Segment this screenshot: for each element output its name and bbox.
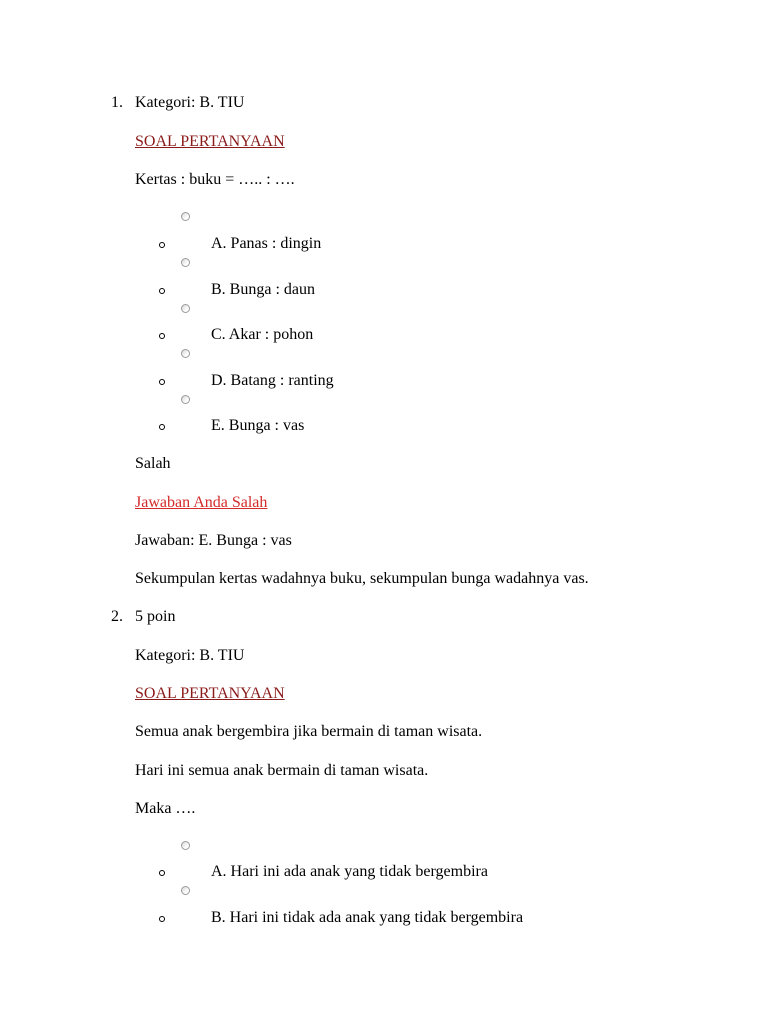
- list-bullet-icon: [159, 288, 165, 294]
- option-radio-c[interactable]: [181, 304, 190, 313]
- question-2-points: 5 poin: [135, 608, 176, 625]
- option-radio-d[interactable]: [181, 349, 190, 358]
- question-2-number: 2.: [111, 608, 123, 625]
- question-1-explanation: Sekumpulan kertas wadahnya buku, sekumpulan bunga wadahnya vas.: [135, 570, 589, 587]
- option-label-b: B. Hari ini tidak ada anak yang tidak bergembira: [211, 909, 524, 926]
- option-label-a: A. Panas : dingin: [211, 235, 322, 252]
- question-2-prompt: Maka ….: [135, 800, 196, 817]
- option-radio-b[interactable]: [181, 886, 190, 895]
- option-label-b: B. Bunga : daun: [211, 281, 315, 298]
- option-label-d: D. Batang : ranting: [211, 372, 334, 389]
- question-1-soal-heading: SOAL PERTANYAAN: [135, 133, 285, 150]
- option-radio-b[interactable]: [181, 258, 190, 267]
- question-2-soal-heading: SOAL PERTANYAAN: [135, 685, 285, 702]
- option-radio-a[interactable]: [181, 841, 190, 850]
- question-1-category: Kategori: B. TIU: [135, 94, 245, 111]
- question-2-category: Kategori: B. TIU: [135, 647, 245, 664]
- question-1-result: Salah: [135, 455, 171, 472]
- question-2-premise-2: Hari ini semua anak bermain di taman wisata.: [135, 762, 429, 779]
- question-1-number: 1.: [111, 94, 123, 111]
- option-label-a: A. Hari ini ada anak yang tidak bergembira: [211, 863, 488, 880]
- question-1-answer: Jawaban: E. Bunga : vas: [135, 532, 292, 549]
- list-bullet-icon: [159, 333, 165, 339]
- list-bullet-icon: [159, 242, 165, 248]
- option-radio-a[interactable]: [181, 212, 190, 221]
- question-2-premise-1: Semua anak bergembira jika bermain di taman wisata.: [135, 723, 483, 740]
- question-1-feedback: Jawaban Anda Salah: [135, 494, 268, 511]
- list-bullet-icon: [159, 916, 165, 922]
- option-label-e: E. Bunga : vas: [211, 417, 305, 434]
- list-bullet-icon: [159, 870, 165, 876]
- option-radio-e[interactable]: [181, 395, 190, 404]
- option-label-c: C. Akar : pohon: [211, 326, 314, 343]
- question-1-prompt: Kertas : buku = ….. : ….: [135, 171, 295, 188]
- list-bullet-icon: [159, 424, 165, 430]
- list-bullet-icon: [159, 379, 165, 385]
